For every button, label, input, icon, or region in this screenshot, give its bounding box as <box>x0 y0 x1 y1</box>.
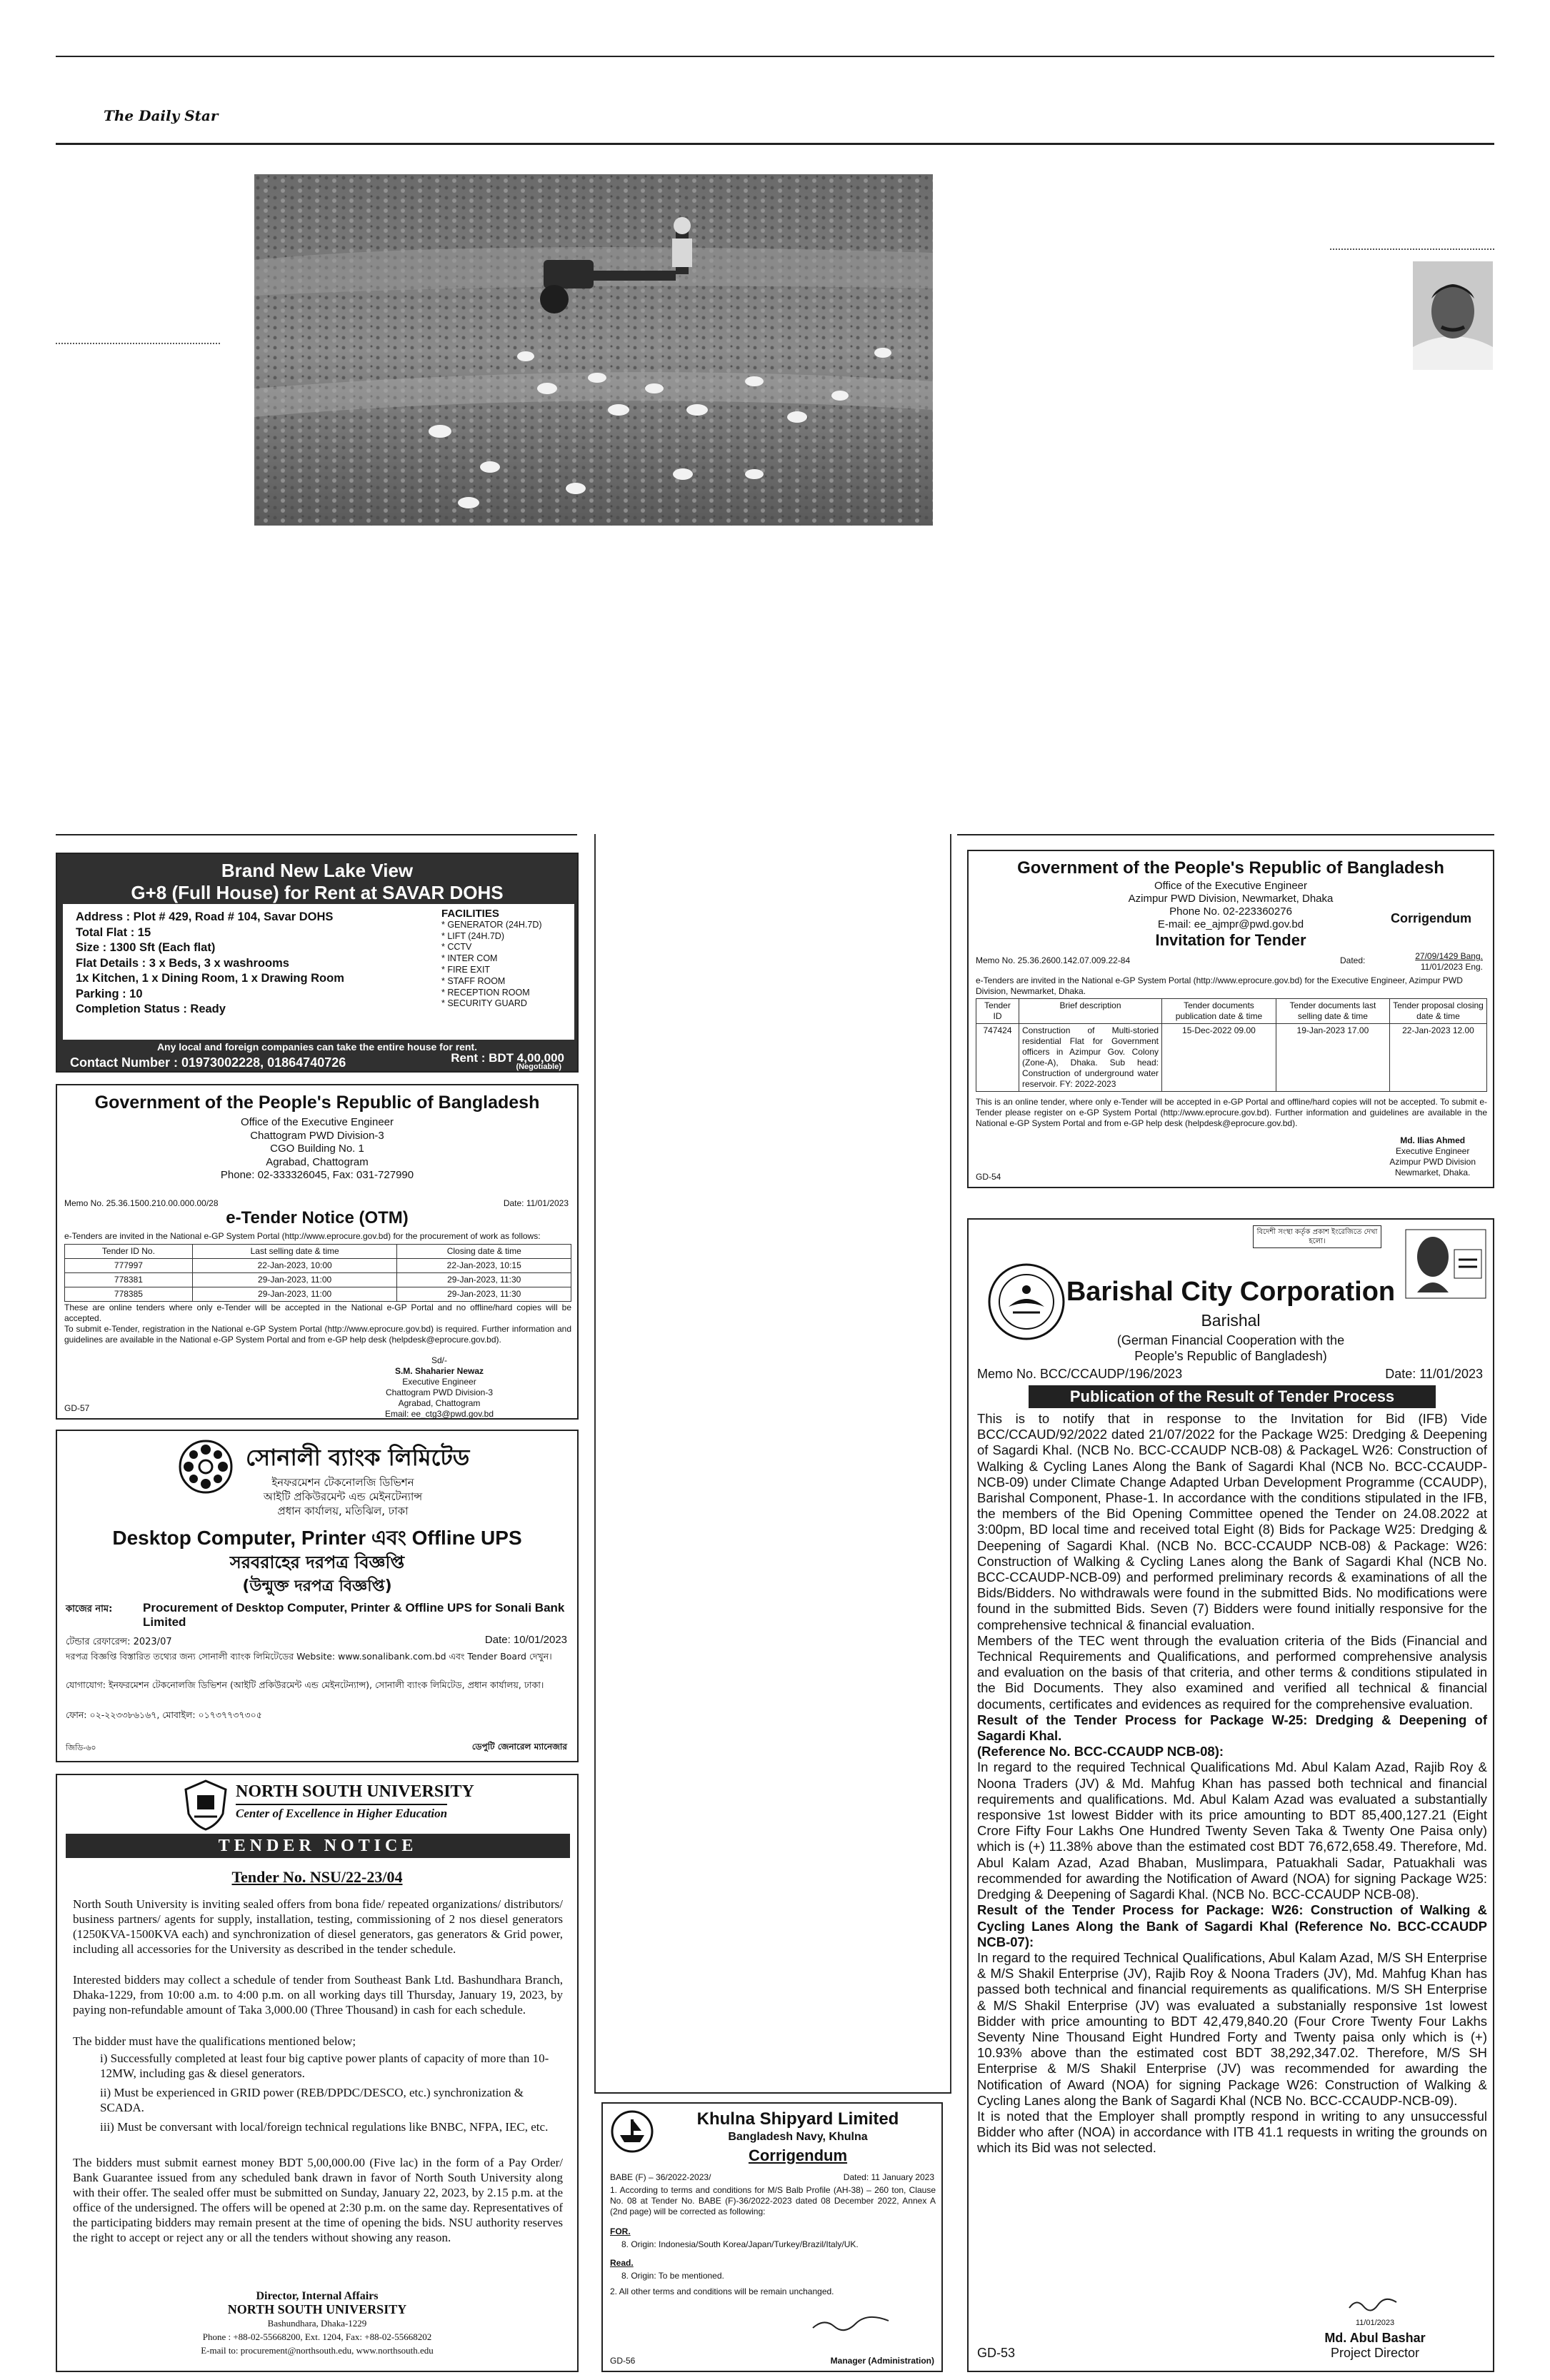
ctg-memo: Memo No. 25.36.1500.210.00.000.00/28 <box>64 1198 219 1208</box>
barishal-title: Barishal City Corporation <box>1066 1277 1396 1307</box>
ad-chattogram-pwd <box>56 1084 579 1420</box>
cell: 778385 <box>65 1287 193 1302</box>
th-desc: Brief description <box>1019 999 1162 1024</box>
sonali-body: দরপত্র বিজ্ঞপ্তি বিস্তারিত তথ্যের জন্য সোনালী ব্যাংক লিমিটেডের Website: www.sonalibank.com.bd এবং Tender Board দেখুন। <box>66 1651 552 1662</box>
shipyard-logo-icon <box>610 2109 654 2154</box>
th-last: Last selling date & time <box>192 1245 397 1259</box>
nsu-p3: The bidder must have the qualifications mentioned below; <box>73 2034 356 2048</box>
cell: 747424 <box>976 1024 1019 1092</box>
nsu-q1: i) Successfully completed at least four big captive power plants of capacity of more than 10-12MW, including gas & diesel generators. <box>100 2052 549 2080</box>
nsu-p2: Interested bidders may collect a schedule of tender from Southeast Bank Ltd. Bashundhara Branch, Dhaka-1229, from 10:00 a.m. to 4:00 p.m. on all working days till Thursday, January 19, 2023, by paying non-refundable amount of Taka 3,000.00 (Three Thousand) in cash for each schedule. <box>73 1973 563 2017</box>
dohs-total: Total Flat : 15 <box>76 925 151 939</box>
sonali-bn-title: সোনালী ব্যাংক লিমিটেড <box>246 1444 470 1471</box>
cell: 22-Jan-2023, 10:00 <box>192 1259 397 1273</box>
khulna-sub: Bangladesh Navy, Khulna <box>728 2131 868 2143</box>
azm-signer: Md. Ilias Ahmed <box>1400 1135 1466 1145</box>
barishal-h1: Result of the Tender Process for Package W-25: Dredging & Deepening of Sagardi Khal. <box>977 1712 1487 1744</box>
azm-memo: Memo No. 25.36.2600.142.07.009.22-84 <box>976 955 1131 965</box>
khulna-l1: 1. According to terms and conditions for M/S Balb Profile (AH-38) – 260 ton, Clause No. 08 at Tender No. BABE (F)-36/2022-2023 dated 08 December 2022, Annex A (2nd page) will be corrected as following: <box>610 2185 936 2216</box>
azm-line-2: Azimpur PWD Division, Newmarket, Dhaka <box>1128 893 1334 905</box>
ad-dohs-facilities <box>441 908 542 1010</box>
azm-gov: Government of the People's Republic of Bangladesh <box>1017 858 1444 878</box>
ctg-line-4: Agrabad, Chattogram <box>266 1155 369 1168</box>
nsu-tagline: Center of Excellence in Higher Education <box>236 1804 447 1821</box>
khulna-ref: BABE (F) – 36/2022-2023/ <box>610 2172 711 2182</box>
azm-corrigendum: Corrigendum <box>1390 911 1471 925</box>
ctg-gov: Government of the People's Republic of Bangladesh <box>94 1093 540 1113</box>
ad-barishal-city <box>967 1218 1494 2372</box>
azm-table-wrap <box>976 998 1487 1092</box>
dohs-note1: Any local and foreign companies can take the entire house for rent. <box>156 1041 478 1053</box>
cell: 29-Jan-2023, 11:30 <box>397 1273 571 1287</box>
table-header-row <box>65 1245 571 1259</box>
dohs-kitchen: 1x Kitchen, 1 x Dining Room, 1 x Drawing Room <box>76 972 344 985</box>
sonali-phone: ফোন: ০২-২২৩৩৮৬১৬৭, মোবাইল: ০১৭৩৭৭৩৭৩০৫ <box>66 1709 262 1720</box>
barishal-coop <box>969 1332 1493 1364</box>
azm-date-bn: 27/09/1429 Bang. <box>1415 951 1483 961</box>
cell: Construction of Multi-storied residential Flat for Government officers in Azimpur Gov. Colony (Zone-A), Dhaka. Sub head: Construction of underground water reservoir. FY: 2022-2023 <box>1019 1024 1162 1092</box>
ctg-table-wrap <box>64 1244 571 1302</box>
dohs-completion: Completion Status : Ready <box>76 1003 226 1015</box>
khulna-title: Khulna Shipyard Limited <box>696 2109 899 2129</box>
khulna-l2: 2. All other terms and conditions will be remain unchanged. <box>610 2286 834 2296</box>
sonali-date: Date: 10/01/2023 <box>484 1634 567 1646</box>
ctg-tender-table <box>64 1244 571 1302</box>
ctg-sign-1: Executive Engineer <box>402 1377 476 1387</box>
barishal-h2: Result of the Tender Process for Package: W26: Construction of Walking & Cycling Lanes Along the Bank of Sagardi Khal (Reference No. BCC-CCAUDP NCB-07): <box>977 1902 1487 1949</box>
ctg-sign-3: Agrabad, Chattogram <box>398 1398 481 1408</box>
table-row <box>976 1024 1487 1092</box>
cell: 778381 <box>65 1273 193 1287</box>
sonali-division <box>186 1475 500 1518</box>
khulna-for: FOR. <box>610 2226 631 2236</box>
dohs-parking: Parking : 10 <box>76 987 143 1000</box>
table-row <box>65 1287 571 1302</box>
barishal-p4: In regard to the required Technical Qualifications, Abul Kalam Azad, M/S SH Enterprise & M/S Shakil Enterprise (JV), Rajib Roy & Noona Traders (JV), Md. Mahfug Khan has passed both technical and financial requirements as qualifications. M/S SH Enterprise & M/S Shakil Enterprise (JV) was evaluated a substanially responsive 1st lowest Bidder with price amounting to BDT 42,479,840.20 (Four Crore Twenty Four Lakhs Seventy Nine Thousand Eight Hundred Forty and Twenty paisa only which is (+) 10.93% above than the estimated cost BDT 38,292,347.02. Therefore, M/S SH Enterprise & M/S Shakil Enterprise (JV) was recommended for awarding the Notification of Award (NOA) for signing Package W26: Construction of Walking & Cycling Lanes along the Bank of Sagardi Khal (NCB No. BCC-CCAUDP-NCB-09). <box>977 1949 1487 2108</box>
ctg-office <box>57 1116 577 1183</box>
nsu-sign3: Bashundhara, Dhaka-1229 <box>267 2318 367 2329</box>
ctg-code: GD-57 <box>64 1403 90 1413</box>
ctg-line-3: CGO Building No. 1 <box>270 1143 364 1155</box>
ctg-sd: Sd/- <box>431 1355 447 1365</box>
barishal-p3: In regard to the required Technical Qualifications Md. Abul Kalam Azad, Rajib Roy & Noona Traders (JV) & Md. Mahfug Khan has passed both technical and financial requirements and qualifications. Md. Abul Kalam Azad was evaluated a substantially responsive 1st lowest Bidder with its price amounting to BDT 85,400,127.21 (Eight Crore Fifty Four Lakhs One Hundred Twenty Seven Taka & Twenty One Paisa only) which is (+) 11.38% above than the estimated cost BDT 76,672,658.49. Therefore, Md. Abul Kalam Azad, Azad Bhaban, Muslimpara, Patuakhali Sadar, Patuakhali was recommended for awarding the Notification of Award (NOA) for signing Package W25: Dredging & Deepening of Sagardi Khal. (NCB No. BCC-CCAUDP NCB-08). <box>977 1759 1487 1902</box>
ad-savar-dohs <box>56 853 579 1073</box>
th-pub: Tender documents publication date & time <box>1162 999 1276 1024</box>
field-photo <box>254 174 933 526</box>
ad-nsu <box>56 1774 579 2372</box>
dohs-contact: Contact Number : 01973002228, 01864740726 <box>70 1055 346 1070</box>
th-close: Tender proposal closing date & time <box>1389 999 1486 1024</box>
barishal-body <box>977 1411 1487 2156</box>
ctg-para1: These are online tenders where only e-Tender will be accepted in the National e-GP Portal and no offline/hard copies will be accepted. <box>64 1302 571 1323</box>
khulna-read-text: 8. Origin: To be mentioned. <box>621 2271 724 2281</box>
khulna-signer: Manager (Administration) <box>830 2356 934 2366</box>
azm-line-4: E-mail: ee_ajmpr@pwd.gov.bd <box>1157 918 1304 930</box>
table-row <box>65 1259 571 1273</box>
barishal-p5: It is noted that the Employer shall promptly respond in writing to any unsuccessful Bidder who after (NOA) in accordance with ITB 41.1 requests in writing the grounds on which its Bid was not selected. <box>977 2108 1487 2156</box>
nsu-banner: TENDER NOTICE <box>66 1834 570 1858</box>
dohs-fac-7: * RECEPTION ROOM <box>441 987 530 998</box>
barishal-code: GD-53 <box>977 2346 1016 2360</box>
th-id: Tender ID <box>976 999 1019 1024</box>
azm-dated: Dated: <box>1340 955 1366 965</box>
ads-vrule-2 <box>950 834 951 2092</box>
nsu-q2: ii) Must be experienced in GRID power (REB/DPDC/DESCO, etc.) synchronization & SCADA. <box>100 2086 524 2114</box>
sonali-signer: ডেপুটি জেনারেল ম্যানেজার <box>471 1742 567 1752</box>
dohs-fac-2: * LIFT (24H.7D) <box>441 930 504 941</box>
sonali-bn-1: ইনফরমেশন টেকনোলজি ডিভিশন <box>271 1476 414 1489</box>
azm-line-1: Office of the Executive Engineer <box>1154 880 1307 892</box>
nsu-crest-icon <box>183 1779 229 1831</box>
nsu-sign4: Phone : +88-02-55668200, Ext. 1204, Fax: +88-02-55668202 <box>202 2331 432 2342</box>
azm-heading: Invitation for Tender <box>1155 931 1306 949</box>
ad-dohs-details <box>76 910 344 1018</box>
khulna-code: GD-56 <box>610 2356 636 2366</box>
barishal-p1: This is to notify that in response to the Invitation for Bid (IFB) Vide BCC/CCAUD/92/2022 dated 21/07/2022 for the Package W25: Dredging & Deepening of Sagardi Khal. (NCB No. BCC-CCAUDP NCB-08) & PackageL W26: Construction of Walking & Cycling Lanes Along the Bank of Sagardi Khal (NCB No. BCC-CCAUDP-NCB-09) under Climate Change Adapted Urban Development Programme (CCAUDP), Barishal Component, Phase-1. In accordance with the conditions stipulated in the IFB, the members of the Bid Opening Committee opened the Tender on 24.08.2022 at 3:00pm, BD local time and received total Eight (8) Bids for Package W25: Dredging & Deepening of Sagardi Khal. (NCB No. BCC-CCAUDP NCB-08) & Package: W26: Construction of Walking & Cycling Lanes along the Bank of Sagardi Khal (NCB No. BCC-CCAUDP-NCB-09) and performed preliminary records & examinations of all the Bids/Bidders. No withdrawals were found in the submitted Bids. No modifications were found in the submitted Bids. Seven (7) Bidders were found initially responsive for the comprehensive technical & financial evaluation. <box>977 1411 1487 1632</box>
nsu-sign1: Director, Internal Affairs <box>256 2290 379 2302</box>
ctg-date: Date: 11/01/2023 <box>503 1198 569 1208</box>
nsu-tender-no: Tender No. NSU/22-23/04 <box>231 1868 403 1886</box>
khulna-signature-scribble <box>810 2315 896 2332</box>
dohs-fac-3: * CCTV <box>441 942 472 953</box>
cell: 19-Jan-2023 17.00 <box>1276 1024 1389 1092</box>
ad-dohs-title1: Brand New Lake View <box>221 860 414 881</box>
dohs-flat: Flat Details : 3 x Beds, 3 x washrooms <box>76 956 289 970</box>
nsu-name: NORTH SOUTH UNIVERSITY <box>236 1782 474 1801</box>
sonali-code: জিডি-৬০ <box>66 1743 96 1752</box>
th-id: Tender ID No. <box>65 1245 193 1259</box>
barishal-banner: Publication of the Result of Tender Process <box>1029 1385 1436 1408</box>
ads-rule-mid <box>594 2092 951 2094</box>
th-close: Closing date & time <box>397 1245 571 1259</box>
azm-dates <box>1415 951 1483 973</box>
ctg-line-5: Phone: 02-333326045, Fax: 031-727990 <box>220 1169 414 1181</box>
th-last: Tender documents last selling date & time <box>1276 999 1389 1024</box>
nsu-sign5: E-mail to: procurement@northsouth.edu, www.northsouth.edu <box>201 2345 434 2356</box>
dohs-fac-4: * INTER COM <box>441 953 498 964</box>
column-divider-left <box>56 343 220 344</box>
azm-sign-2: Azimpur PWD Division <box>1389 1157 1476 1167</box>
ctg-line-2: Chattogram PWD Division-3 <box>250 1129 384 1142</box>
table-header-row <box>976 999 1487 1024</box>
dohs-fac-1: * GENERATOR (24H.7D) <box>441 919 542 930</box>
nsu-signature <box>57 2289 577 2357</box>
ctg-sign-4: Email: ee_ctg3@pwd.gov.bd <box>384 1409 494 1419</box>
sonali-work-label: কাজের নাম: <box>66 1604 113 1615</box>
nsu-p4: The bidders must submit earnest money BDT 5,00,000.00 (Five lac) in the form of a Pay Order/ Bank Guarantee issued from any scheduled bank drawn in favor of North South University along with their offer. The sealed offer must be submitted on Sunday, January 22, 2023, by 2.15 p.m. at the office of the undersigned. The offers will be opened at 2:30 p.m. on the same day. Representatives of the participating bidders may remain present at the time of opening the bids. NSU authority reserves the right to accept or reject any or all the tenders without showing any reason. <box>73 2156 563 2244</box>
dohs-fac-6: * STAFF ROOM <box>441 975 506 986</box>
nsu-sign2: NORTH SOUTH UNIVERSITY <box>227 2302 407 2316</box>
cell: 22-Jan-2023 12.00 <box>1389 1024 1486 1092</box>
barishal-memo: Memo No. BCC/CCAUDP/196/2023 <box>977 1367 1183 1381</box>
sonali-bn-3: প্রধান কার্যালয়, মতিঝিল, ঢাকা <box>277 1505 409 1517</box>
azm-tender-table <box>976 998 1487 1092</box>
top-rule <box>56 56 1494 57</box>
ads-rule-left <box>56 834 577 835</box>
sonali-head3: (উন্মুক্ত দরপত্র বিজ্ঞপ্তি) <box>242 1577 392 1595</box>
barishal-coop-1: (German Financial Cooperation with the <box>1116 1333 1345 1347</box>
barishal-signer-title: Project Director <box>1330 2346 1420 2360</box>
azm-para: This is an online tender, where only e-Tender will be accepted in e-GP Portal and offline/hard copies will not be accepted. To submit e-Tender please register on e-GP System Portal (http://www.eprocure.gov.bd). Further information and guidelines are available in the National e-GP System Portal and from e-GP help desk (helpdesk@eprocure.gov.bd). <box>976 1097 1487 1128</box>
nsu-q3: iii) Must be conversant with local/foreign technical regulations like BNBC, NFPA, IEC, etc. <box>100 2120 549 2134</box>
ctg-intro: e-Tenders are invited in the National e-GP System Portal (http://www.eprocure.gov.bd) for the procurement of work as follows: <box>64 1231 541 1241</box>
sonali-work: Procurement of Desktop Computer, Printer & Offline UPS for Sonali Bank Limited <box>143 1601 565 1629</box>
khulna-for-text: 8. Origin: Indonesia/South Korea/Japan/Turkey/Brazil/Italy/UK. <box>621 2239 859 2249</box>
barishal-signer: Md. Abul Bashar <box>1324 2331 1426 2345</box>
ads-vrule-1 <box>594 834 596 2092</box>
sonali-head2: সরবরাহের দরপত্র বিজ্ঞপ্তি <box>229 1552 405 1572</box>
dohs-negotiable: (Negotiable) <box>516 1063 561 1071</box>
dohs-fac-8: * SECURITY GUARD <box>441 998 527 1009</box>
azm-sign-3: Newmarket, Dhaka. <box>1394 1168 1471 1178</box>
cell: 15-Dec-2022 09.00 <box>1162 1024 1276 1092</box>
nsu-p1: North South University is inviting sealed offers from bona fide/ repeated organizations/ distributors/ business partners/ agents for supply, installation, testing, commissioning of 2 nos diesel generators (1250KVA-1500KVA each) and synchronization of diesel generators, gas generators & Grid power, including all accessories for the University as described in the tender schedule. <box>73 1897 563 1956</box>
dohs-facilities-title: FACILITIES <box>441 908 499 920</box>
columnist-portrait <box>1413 261 1493 370</box>
cell: 29-Jan-2023, 11:30 <box>397 1287 571 1302</box>
ctg-para2: To submit e-Tender, registration in the National e-GP System Portal (http://www.eprocure.gov.bd) is required. Further information and guidelines are available in the National e-GP System Portal and from e-GP help desk (helpdesk@eprocure.gov.bd). <box>64 1324 571 1345</box>
barishal-notice-box: বিদেশী সংস্থা কর্তৃক প্রকাশ ইংরেজিতে দেখা হলো। <box>1253 1225 1381 1248</box>
khulna-heading: Corrigendum <box>748 2146 848 2164</box>
ad-khulna-shipyard <box>601 2102 943 2372</box>
ctg-line-1: Office of the Executive Engineer <box>240 1116 394 1128</box>
dohs-size: Size : 1300 Sft (Each flat) <box>76 941 216 954</box>
cell: 29-Jan-2023, 11:00 <box>192 1287 397 1302</box>
ads-rule-right <box>957 834 1494 835</box>
dohs-fac-5: * FIRE EXIT <box>441 964 491 975</box>
masthead-rule <box>56 143 1494 145</box>
barishal-r1: (Reference No. BCC-CCAUDP NCB-08): <box>977 1744 1224 1759</box>
barishal-p2: Members of the TEC went through the evaluation criteria of the Bids (Financial and Technical Requirements and Qualifications, and performed comprehensive analysis and evaluation on the basis of that criteria, and other terms & conditions stipulated in the Bid Documents. They also examined and verified all technical & financial documents, certificates and evidences as required for the comprehensive evaluation. <box>977 1632 1487 1712</box>
sonali-headline: Desktop Computer, Printer এবং Offline UPS <box>112 1527 522 1549</box>
khulna-dated: Dated: 11 January 2023 <box>843 2172 934 2182</box>
barishal-subtitle: Barishal <box>1201 1311 1261 1330</box>
ctg-signer: S.M. Shaharier Newaz <box>394 1366 484 1376</box>
barishal-signature <box>1286 2296 1464 2361</box>
sonali-bn-2: আইটি প্রকিউরমেন্ট এন্ড মেইনটেন্যান্স <box>263 1490 423 1503</box>
azm-code: GD-54 <box>976 1172 1001 1182</box>
sonali-contact: যোগাযোগ: ইনফরমেশন টেকনোলজি ডিভিশন (আইটি প্রকিউরমেন্ট এন্ড মেইনটেন্যান্স), সোনালী ব্যাংক লিমিটেড, প্রধান কার্যালয়, ঢাকা। <box>66 1679 544 1690</box>
ctg-signature <box>350 1355 529 1420</box>
azm-intro: e-Tenders are invited in the National e-GP System Portal (http://www.eprocure.gov.bd) for the Executive Engineer, Azimpur PWD Division, Newmarket, Dhaka. <box>976 975 1463 996</box>
cell: 22-Jan-2023, 10:15 <box>397 1259 571 1273</box>
ploughing-photo-svg <box>254 174 933 526</box>
khulna-read: Read. <box>610 2258 634 2268</box>
masthead-logo: The Daily Star <box>104 107 219 124</box>
cell: 777997 <box>65 1259 193 1273</box>
signature-scribble <box>1346 2296 1404 2312</box>
ad-azimpur-pwd <box>967 850 1494 1188</box>
table-row <box>65 1273 571 1287</box>
azm-date-en: 11/01/2023 Eng. <box>1420 962 1483 972</box>
ctg-heading: e-Tender Notice (OTM) <box>226 1208 409 1227</box>
barishal-coop-2: People's Republic of Bangladesh) <box>1134 1349 1327 1363</box>
azm-signature <box>1389 1135 1476 1178</box>
dohs-rent: Rent : BDT 4,00,000 <box>451 1051 564 1065</box>
barishal-sig-date: 11/01/2023 <box>1355 2319 1395 2327</box>
barishal-date: Date: 11/01/2023 <box>1385 1367 1483 1381</box>
ad-sonali-bank <box>56 1430 579 1762</box>
dohs-address: Address : Plot # 429, Road # 104, Savar DOHS <box>76 910 334 923</box>
ad-dohs-title2: G+8 (Full House) for Rent at SAVAR DOHS <box>131 882 504 903</box>
column-divider-right <box>1330 248 1494 250</box>
ctg-sign-2: Chattogram PWD Division-3 <box>385 1387 494 1397</box>
portrait-svg <box>1413 261 1493 370</box>
azm-line-3: Phone No. 02-223360276 <box>1169 905 1292 918</box>
sonali-ref: টেন্ডার রেফারেন্স: 2023/07 <box>66 1637 172 1647</box>
cell: 29-Jan-2023, 11:00 <box>192 1273 397 1287</box>
azm-sign-1: Executive Engineer <box>1395 1146 1470 1156</box>
